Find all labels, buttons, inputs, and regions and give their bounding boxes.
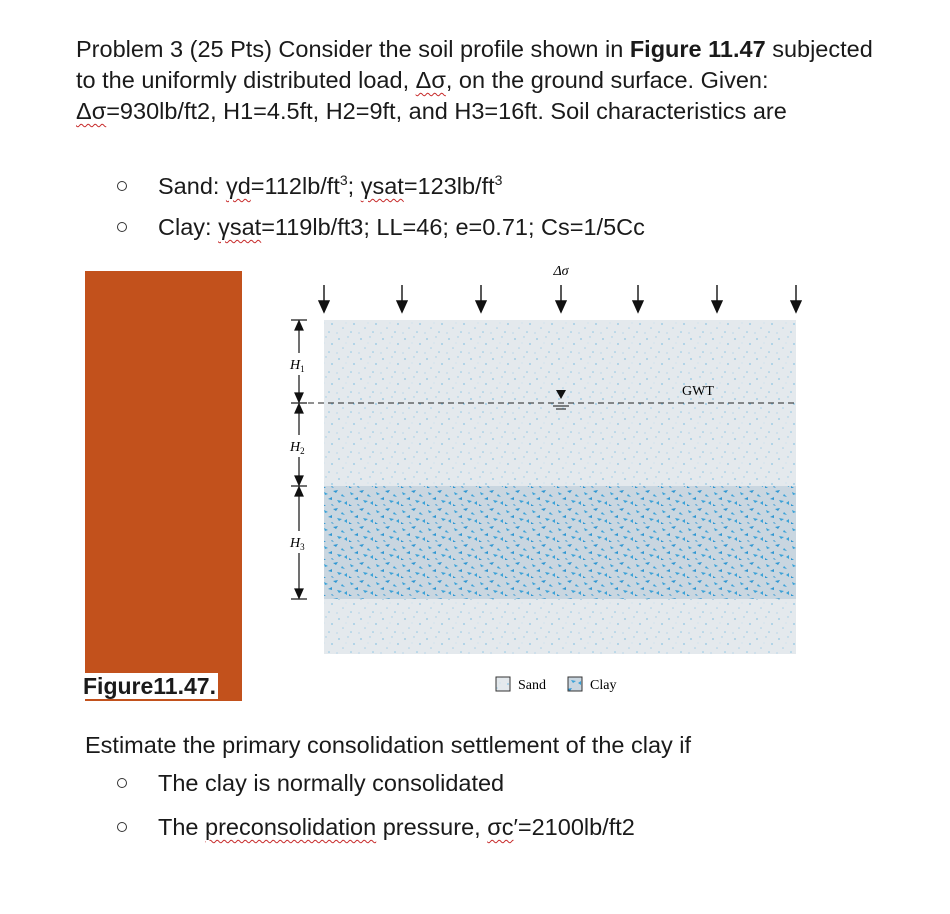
case2-term: preconsolidation xyxy=(205,814,377,840)
gwt-label: GWT xyxy=(682,384,714,399)
load-arrow xyxy=(319,285,329,312)
figure-reference: Figure 11.47 xyxy=(629,36,766,62)
case2-mid: pressure, xyxy=(376,814,488,840)
case-normally-consolidated xyxy=(158,768,504,798)
figure-caption: Figure11.47. xyxy=(83,673,216,699)
intro-text-2: subjected to the uniformly distributed load, xyxy=(76,36,873,93)
load-arrow xyxy=(397,285,407,312)
sand-gamma-d-value: =112lb/ft xyxy=(250,173,340,199)
given-symbol: Δσ xyxy=(76,98,107,124)
sand-gamma-sat-value: =123lb/ft xyxy=(403,173,495,199)
legend-clay-label: Clay xyxy=(590,678,617,693)
load-arrow xyxy=(712,285,722,312)
load-arrow xyxy=(476,285,486,312)
intro-text-3: , on the ground surface. Given: xyxy=(445,67,769,93)
load-arrow xyxy=(633,285,643,312)
case1-text: The clay is normally consolidated xyxy=(158,770,505,796)
clay-layer xyxy=(324,486,796,599)
bullet-icon xyxy=(117,212,127,242)
load-label: Δσ xyxy=(553,264,569,279)
bullet-icon xyxy=(117,768,127,798)
legend-sand-swatch xyxy=(496,677,510,691)
figure-color-panel xyxy=(85,271,242,701)
clay-properties xyxy=(158,212,645,242)
sand-properties xyxy=(158,171,502,201)
soil-profile-figure xyxy=(270,255,820,715)
h1-label: $H_1$ xyxy=(290,358,305,374)
legend-clay-swatch xyxy=(568,677,582,691)
sand-gamma-d-symbol: γd xyxy=(225,173,251,199)
sand-unit-exponent-2: 3 xyxy=(494,172,503,189)
case2-symbol: σc xyxy=(487,814,514,840)
clay-properties-values: =119lb/ft3; LL=46; e=0.71; Cs=1/5Cc xyxy=(261,214,645,240)
sand-separator: ; xyxy=(347,173,361,199)
load-arrows xyxy=(319,285,801,312)
load-arrow xyxy=(556,285,566,312)
intro-text-1: Problem 3 (25 Pts) Consider the soil profile shown in xyxy=(76,36,630,62)
h3-label: $H_3$ xyxy=(290,536,305,552)
problem-statement xyxy=(76,34,876,127)
bullet-icon xyxy=(117,171,127,201)
legend-sand-label: Sand xyxy=(518,678,546,693)
given-values: =930lb/ft2, H1=4.5ft, H2=9ft, and H3=16ft. Soil characteristics are xyxy=(106,98,787,124)
load-symbol: Δσ xyxy=(415,67,446,93)
legend xyxy=(496,677,616,693)
sand-gamma-sat-symbol: γsat xyxy=(360,173,404,199)
bullet-icon xyxy=(117,812,127,842)
clay-label: Clay: xyxy=(158,214,219,240)
sand-layer-bottom xyxy=(324,599,796,654)
sand-label: Sand: xyxy=(158,173,226,199)
clay-gamma-sat-symbol: γsat xyxy=(218,214,262,240)
case2-prefix: The xyxy=(158,814,206,840)
sand-unit-exponent: 3 xyxy=(339,172,348,189)
case-preconsolidation xyxy=(158,812,635,842)
load-arrow xyxy=(791,285,801,312)
question-prompt: Estimate the primary consolidation settlement of the clay if xyxy=(85,732,692,758)
h2-label: $H_2$ xyxy=(290,440,305,456)
case2-value: ′=2100lb/ft2 xyxy=(513,814,635,840)
